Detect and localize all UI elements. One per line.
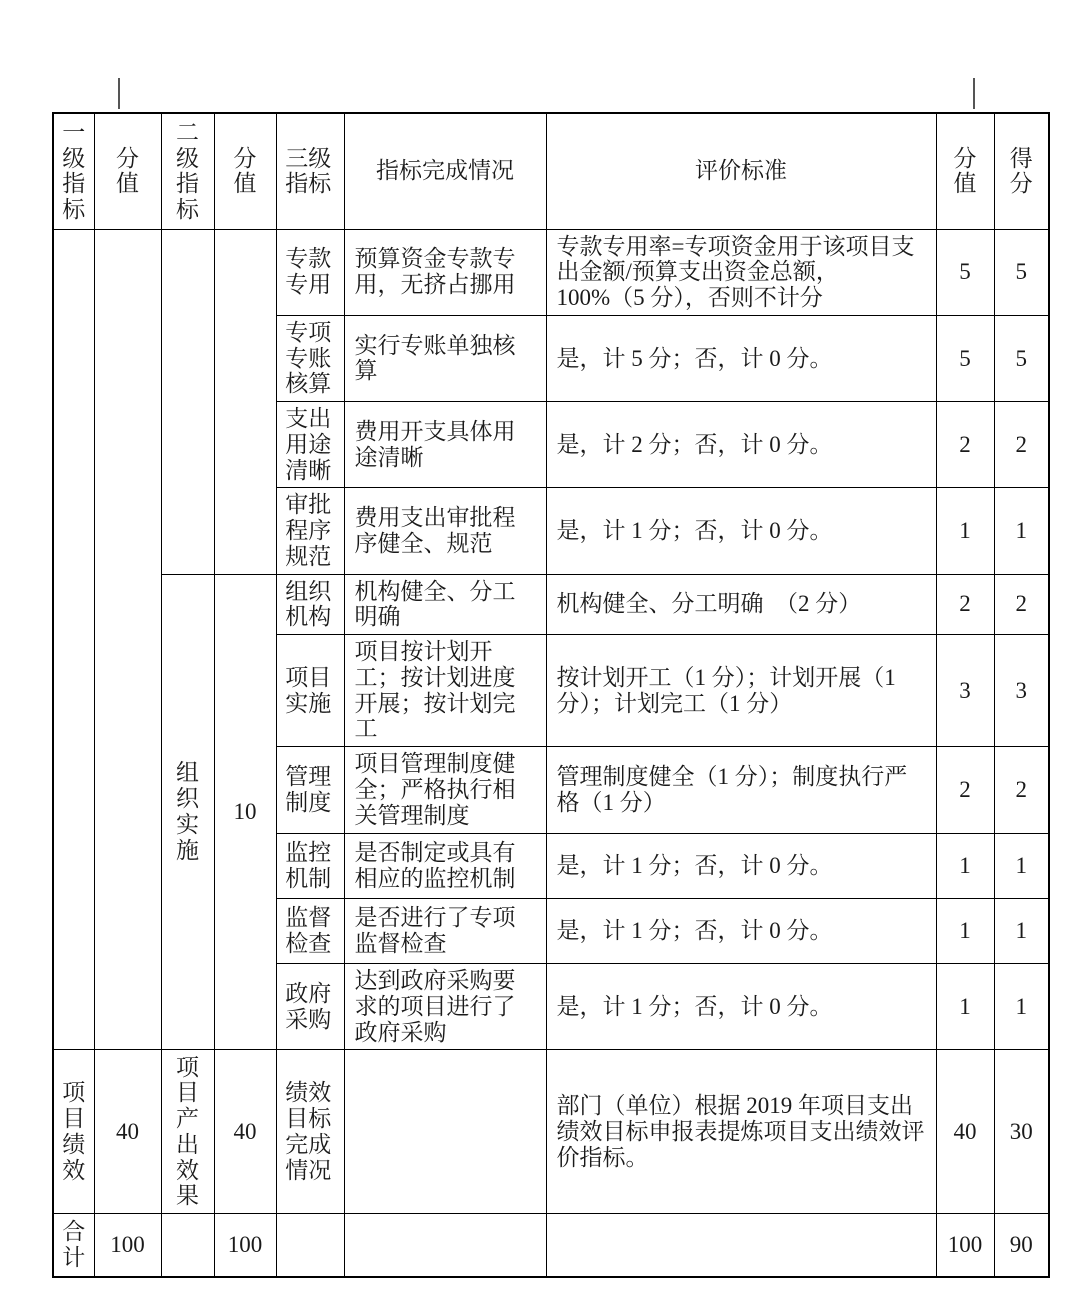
cell-level3 bbox=[276, 402, 344, 488]
cell-level3 bbox=[276, 964, 344, 1050]
header-level2-indicator bbox=[161, 113, 214, 229]
level3-label: 支出用途清晰 bbox=[285, 406, 332, 483]
level3-label: 绩效目标完成情况 bbox=[285, 1080, 332, 1183]
cell-total-score2: 100 bbox=[214, 1214, 276, 1277]
cell-criteria: 是，计 2 分；否，计 0 分。 bbox=[546, 402, 936, 488]
cell-total-level3-empty bbox=[276, 1214, 344, 1277]
performance-evaluation-table bbox=[52, 112, 1050, 1278]
cell-awarded: 3 bbox=[994, 635, 1049, 747]
cell-level1-score-empty bbox=[94, 229, 161, 1050]
cell-criteria: 部门（单位）根据 2019 年项目支出绩效目标申报表提炼项目支出绩效评价指标。 bbox=[546, 1050, 936, 1214]
cell-completion: 项目管理制度健全；严格执行相关管理制度 bbox=[344, 747, 546, 834]
cell-level3 bbox=[276, 229, 344, 315]
cell-criteria: 是，计 1 分；否，计 0 分。 bbox=[546, 964, 936, 1050]
column-guide-mark-right bbox=[973, 78, 975, 109]
cell-awarded: 1 bbox=[994, 834, 1049, 899]
cell-score: 2 bbox=[936, 402, 994, 488]
table-row bbox=[53, 574, 1049, 635]
level3-label: 监督检查 bbox=[285, 905, 332, 956]
column-guide-mark-left bbox=[118, 78, 120, 109]
header-level1-score-label: 分值 bbox=[115, 145, 139, 197]
cell-score: 1 bbox=[936, 964, 994, 1050]
cell-level2-org-score: 10 bbox=[214, 574, 276, 1050]
cell-criteria: 专款专用率=专项资金用于该项目支出金额/预算支出资金总额，100%（5 分），否则不计分 bbox=[546, 229, 936, 315]
cell-score: 3 bbox=[936, 635, 994, 747]
cell-completion: 是否制定或具有相应的监控机制 bbox=[344, 834, 546, 899]
level3-label: 政府采购 bbox=[285, 980, 332, 1032]
cell-score: 1 bbox=[936, 899, 994, 964]
level3-label: 监控机制 bbox=[285, 840, 332, 891]
header-level3-indicator bbox=[276, 113, 344, 229]
cell-criteria: 是，计 5 分；否，计 0 分。 bbox=[546, 315, 936, 401]
cell-awarded: 5 bbox=[994, 229, 1049, 315]
level3-label: 专项专账核算 bbox=[285, 319, 332, 397]
table-row bbox=[53, 229, 1049, 315]
header-level2-score bbox=[214, 113, 276, 229]
cell-completion: 预算资金专款专用，无挤占挪用 bbox=[344, 229, 546, 315]
cell-criteria: 是，计 1 分；否，计 0 分。 bbox=[546, 488, 936, 574]
cell-level3 bbox=[276, 315, 344, 401]
header-row bbox=[53, 113, 1049, 229]
cell-level3 bbox=[276, 899, 344, 964]
header-awarded-label: 得分 bbox=[1009, 145, 1033, 197]
level3-label: 审批程序规范 bbox=[285, 492, 332, 569]
cell-awarded: 5 bbox=[994, 315, 1049, 401]
header-criteria: 评价标准 bbox=[546, 113, 936, 229]
cell-level3 bbox=[276, 635, 344, 747]
cell-level3 bbox=[276, 834, 344, 899]
header-score bbox=[936, 113, 994, 229]
cell-completion-empty bbox=[344, 1050, 546, 1214]
header-completion: 指标完成情况 bbox=[344, 113, 546, 229]
cell-level3 bbox=[276, 488, 344, 574]
cell-level3 bbox=[276, 574, 344, 635]
header-level1-label: 一级指标 bbox=[62, 119, 86, 222]
cell-criteria: 机构健全、分工明确 （2 分） bbox=[546, 574, 936, 635]
cell-score: 2 bbox=[936, 747, 994, 834]
cell-level1-performance-score: 40 bbox=[94, 1050, 161, 1214]
cell-completion: 费用开支具体用途清晰 bbox=[344, 402, 546, 488]
cell-score: 1 bbox=[936, 834, 994, 899]
cell-completion: 实行专账单独核算 bbox=[344, 315, 546, 401]
cell-level1-performance bbox=[53, 1050, 94, 1214]
cell-awarded: 1 bbox=[994, 899, 1049, 964]
cell-completion: 是否进行了专项监督检查 bbox=[344, 899, 546, 964]
level3-label: 专款专用 bbox=[285, 246, 332, 298]
cell-score: 2 bbox=[936, 574, 994, 635]
header-level3-label: 三级指标 bbox=[285, 145, 332, 197]
cell-awarded: 30 bbox=[994, 1050, 1049, 1214]
header-awarded bbox=[994, 113, 1049, 229]
level3-label: 组织机构 bbox=[285, 578, 332, 630]
cell-criteria: 管理制度健全（1 分）；制度执行严格（1 分） bbox=[546, 747, 936, 834]
cell-total-score: 100 bbox=[936, 1214, 994, 1277]
cell-level1-empty bbox=[53, 229, 94, 1050]
level1-performance-label: 项目绩效 bbox=[62, 1080, 86, 1183]
header-level1-indicator bbox=[53, 113, 94, 229]
cell-total-criteria-empty bbox=[546, 1214, 936, 1277]
cell-total-level2-empty bbox=[161, 1214, 214, 1277]
header-level2-label: 二级指标 bbox=[175, 119, 199, 222]
header-level1-score bbox=[94, 113, 161, 229]
level2-output-label: 项目产出效果 bbox=[175, 1054, 199, 1209]
cell-total-awarded: 90 bbox=[994, 1214, 1049, 1277]
cell-total-label bbox=[53, 1214, 94, 1277]
cell-criteria: 是，计 1 分；否，计 0 分。 bbox=[546, 834, 936, 899]
cell-level3 bbox=[276, 1050, 344, 1214]
cell-criteria: 是，计 1 分；否，计 0 分。 bbox=[546, 899, 936, 964]
level2-org-label: 组织实施 bbox=[175, 760, 199, 863]
cell-awarded: 1 bbox=[994, 488, 1049, 574]
cell-completion: 费用支出审批程序健全、规范 bbox=[344, 488, 546, 574]
cell-completion: 项目按计划开工；按计划进度开展；按计划完工 bbox=[344, 635, 546, 747]
level3-label: 项目实施 bbox=[285, 664, 332, 716]
cell-total-score1: 100 bbox=[94, 1214, 161, 1277]
cell-awarded: 2 bbox=[994, 747, 1049, 834]
cell-total-completion-empty bbox=[344, 1214, 546, 1277]
cell-awarded: 2 bbox=[994, 574, 1049, 635]
cell-level3 bbox=[276, 747, 344, 834]
cell-score: 5 bbox=[936, 229, 994, 315]
cell-criteria: 按计划开工（1 分）；计划开展（1 分）；计划完工（1 分） bbox=[546, 635, 936, 747]
cell-score: 40 bbox=[936, 1050, 994, 1214]
level3-label: 管理制度 bbox=[285, 764, 332, 815]
performance-row bbox=[53, 1050, 1049, 1214]
header-level2-score-label: 分值 bbox=[233, 145, 257, 197]
cell-awarded: 2 bbox=[994, 402, 1049, 488]
cell-level2-empty bbox=[161, 229, 214, 574]
cell-level2-org bbox=[161, 574, 214, 1050]
cell-completion: 达到政府采购要求的项目进行了政府采购 bbox=[344, 964, 546, 1050]
cell-level2-output-score: 40 bbox=[214, 1050, 276, 1214]
cell-level2-score-empty bbox=[214, 229, 276, 574]
cell-score: 5 bbox=[936, 315, 994, 401]
cell-awarded: 1 bbox=[994, 964, 1049, 1050]
cell-level2-output bbox=[161, 1050, 214, 1214]
total-row bbox=[53, 1214, 1049, 1277]
total-label: 合计 bbox=[62, 1219, 86, 1270]
cell-score: 1 bbox=[936, 488, 994, 574]
header-score-label: 分值 bbox=[953, 145, 977, 197]
cell-completion: 机构健全、分工明确 bbox=[344, 574, 546, 635]
